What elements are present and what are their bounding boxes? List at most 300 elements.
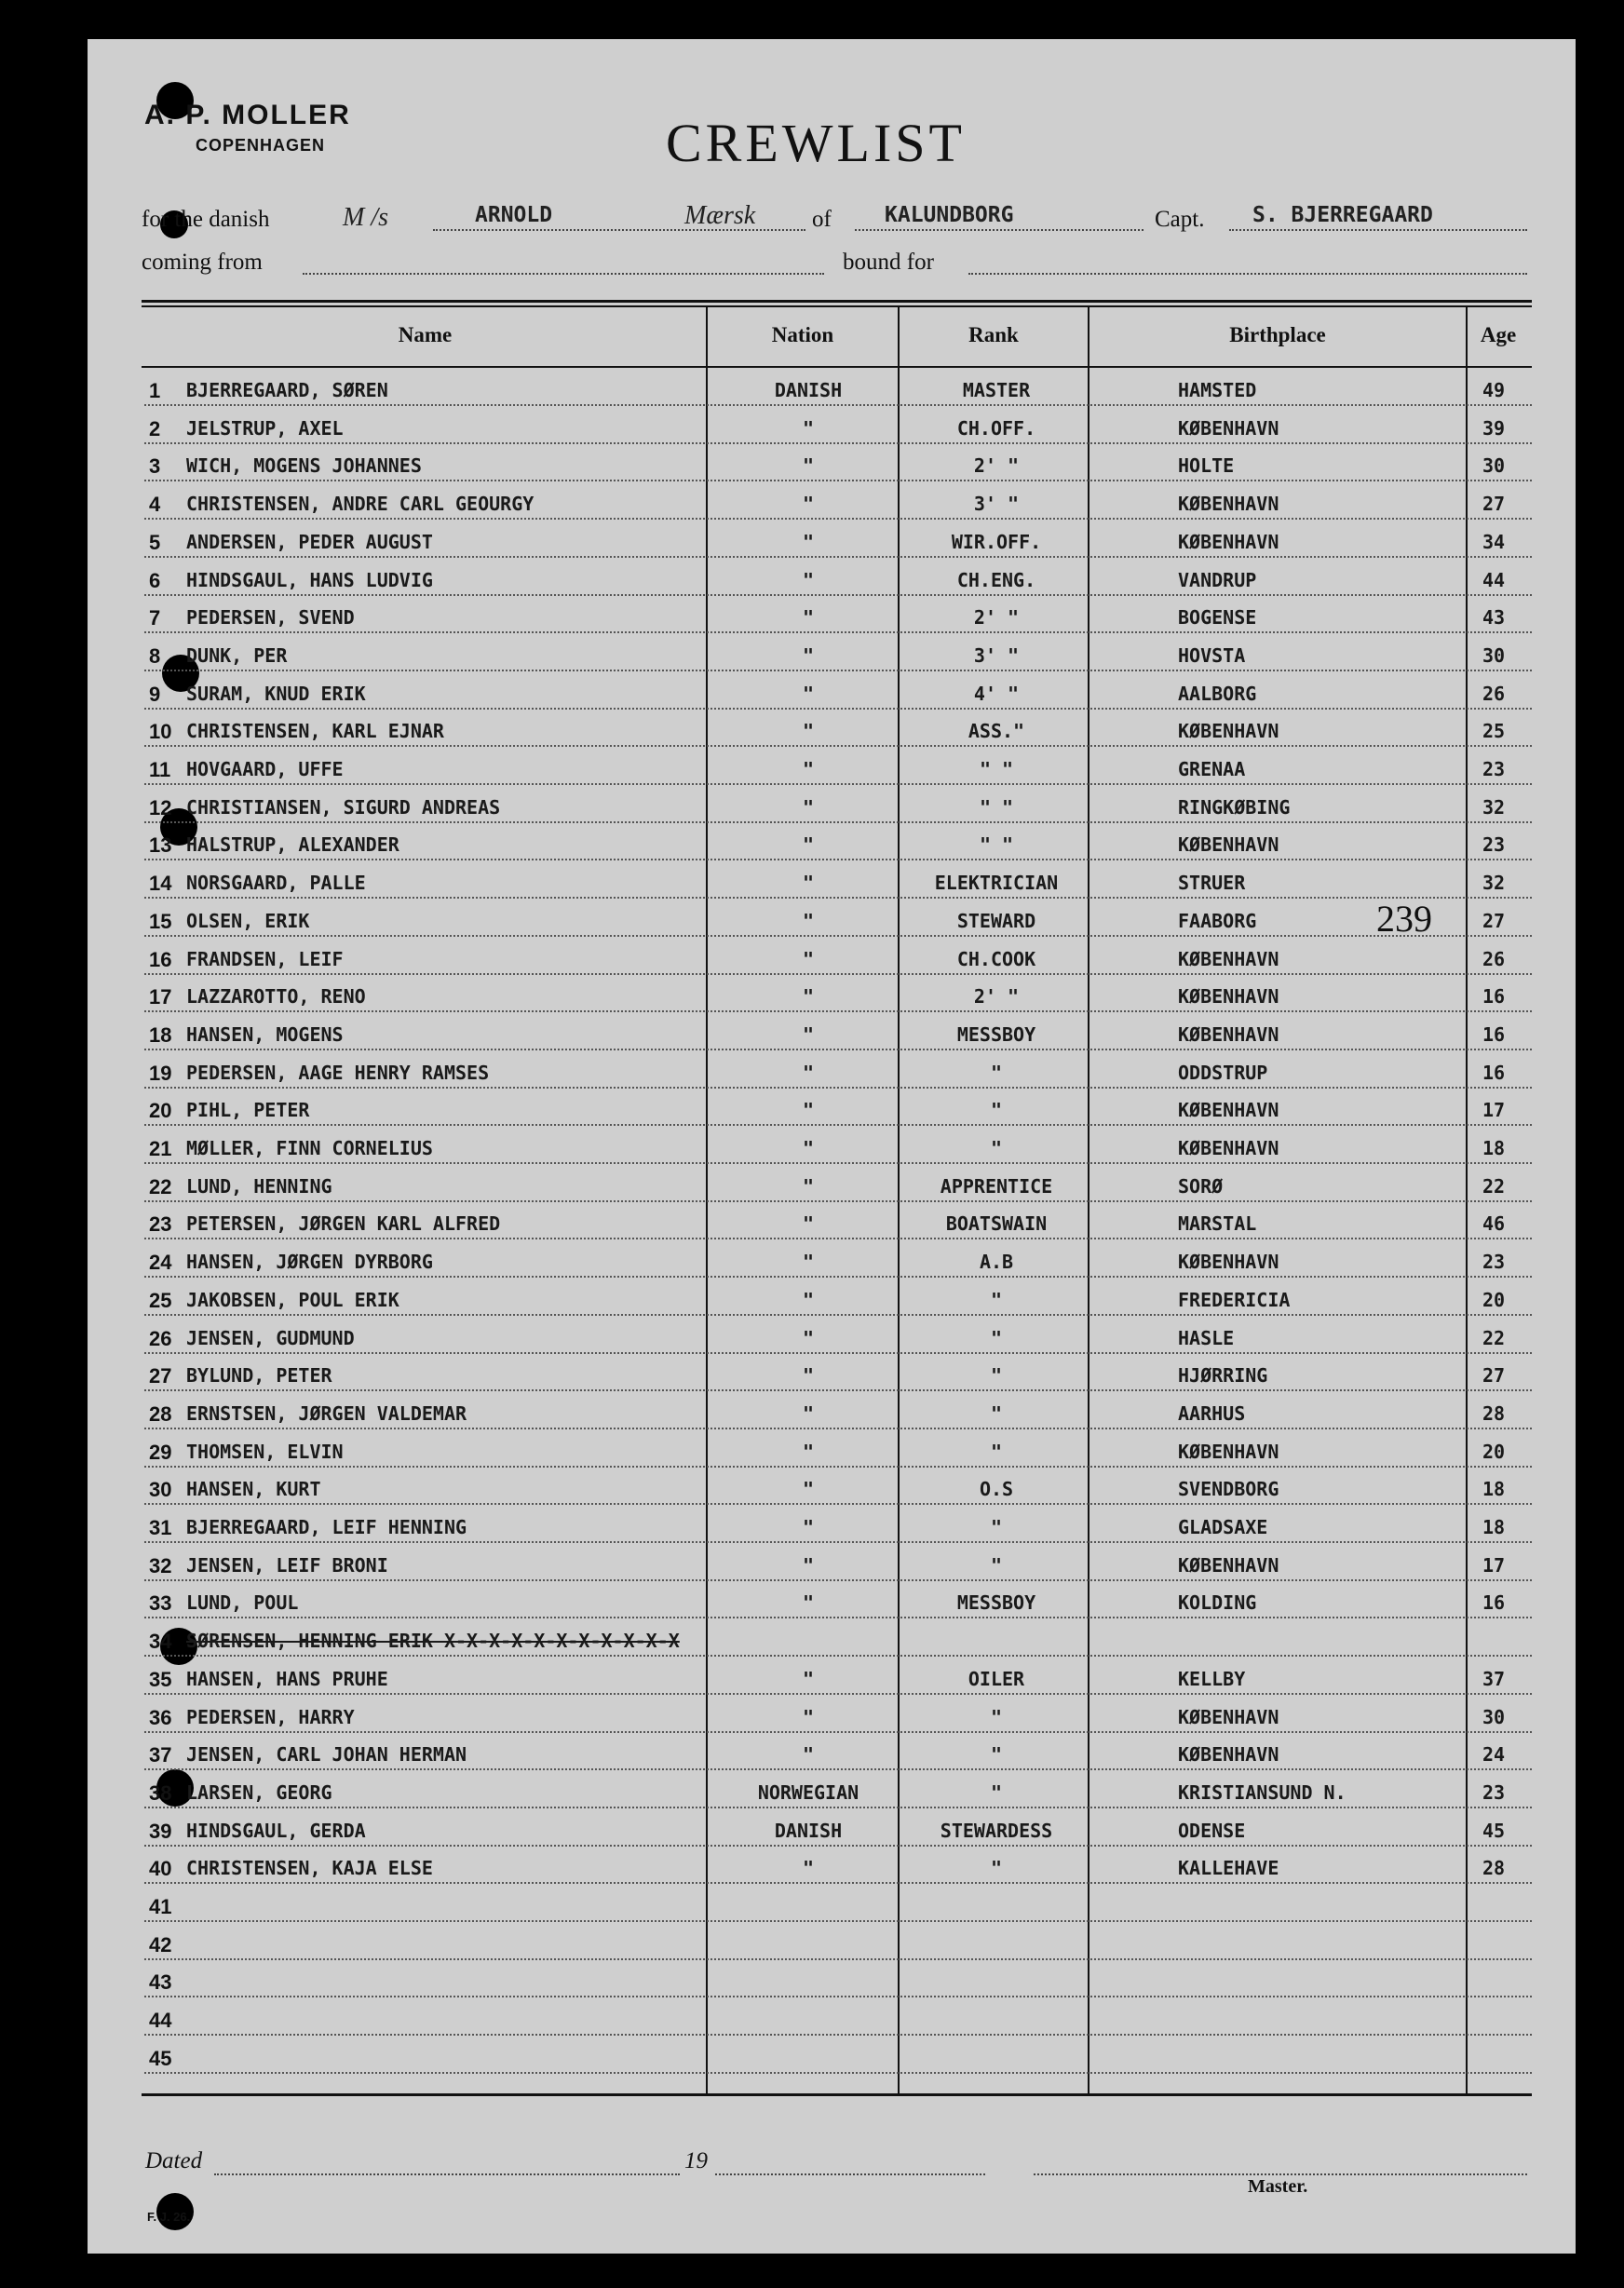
row-number: 15 — [149, 910, 172, 933]
year-line — [715, 2173, 985, 2175]
crew-rank: " — [990, 1441, 1003, 1463]
row-number: 18 — [149, 1023, 172, 1047]
row-number: 6 — [149, 569, 161, 592]
crew-birthplace: KØBENHAVN — [1178, 1023, 1279, 1046]
row-number: 21 — [149, 1137, 172, 1160]
crew-age: 25 — [1482, 720, 1506, 742]
crew-nation: " — [802, 985, 815, 1008]
crew-age: 37 — [1482, 1668, 1506, 1690]
crew-nation: DANISH — [774, 1820, 843, 1842]
crew-birthplace: SORØ — [1178, 1175, 1224, 1198]
row-number: 19 — [149, 1062, 172, 1085]
crew-nation: " — [802, 1668, 815, 1690]
row-number: 37 — [149, 1743, 172, 1767]
home-port-line — [855, 229, 1144, 231]
crew-nation: " — [802, 1516, 815, 1538]
crew-birthplace: KØBENHAVN — [1178, 720, 1279, 742]
row-rule — [144, 1049, 1532, 1050]
crew-rank: " — [990, 1402, 1003, 1425]
row-rule — [144, 783, 1532, 785]
crew-age: 22 — [1482, 1327, 1506, 1349]
crew-name: NORSGAARD, PALLE — [186, 872, 366, 894]
row-rule — [144, 1503, 1532, 1505]
col-header-age: Age — [1480, 323, 1517, 346]
crew-birthplace: HASLE — [1178, 1327, 1235, 1349]
row-number: 4 — [149, 493, 161, 516]
crew-age: 20 — [1482, 1441, 1506, 1463]
dated-line — [214, 2173, 680, 2175]
crew-nation: " — [802, 1137, 815, 1159]
crew-birthplace: HJØRRING — [1178, 1364, 1268, 1387]
crew-nation: " — [802, 720, 815, 742]
crew-rank: O.S — [979, 1478, 1014, 1500]
row-rule — [144, 1845, 1532, 1847]
row-rule — [144, 1238, 1532, 1239]
crew-birthplace: MARSTAL — [1178, 1212, 1257, 1235]
table-header-rule — [142, 366, 1532, 368]
crew-age: 26 — [1482, 683, 1506, 705]
row-rule — [144, 1655, 1532, 1657]
row-number: 41 — [149, 1895, 172, 1918]
row-rule — [144, 442, 1532, 444]
coming-from-label: coming from — [142, 250, 263, 275]
crew-rank: " — [990, 1554, 1003, 1577]
crew-rank: " — [990, 1327, 1003, 1349]
crew-name: BJERREGAARD, LEIF HENNING — [186, 1516, 467, 1538]
crew-age: 18 — [1482, 1478, 1506, 1500]
crew-nation: " — [802, 1251, 815, 1273]
crew-name: ERNSTSEN, JØRGEN VALDEMAR — [186, 1402, 467, 1425]
crew-name: OLSEN, ERIK — [186, 910, 310, 932]
row-number: 12 — [149, 796, 172, 819]
crew-name: CHRISTENSEN, KARL EJNAR — [186, 720, 444, 742]
crew-name: PETERSEN, JØRGEN KARL ALFRED — [186, 1212, 501, 1235]
crew-rank: " " — [979, 833, 1014, 856]
row-rule — [144, 935, 1532, 937]
row-rule — [144, 859, 1532, 860]
crew-birthplace: GLADSAXE — [1178, 1516, 1268, 1538]
col-header-name: Name — [398, 323, 453, 346]
stamp-number: 239 — [1376, 898, 1432, 940]
crew-name: LAZZAROTTO, RENO — [186, 985, 366, 1008]
crew-name: PEDERSEN, HARRY — [186, 1706, 355, 1728]
crew-nation: " — [802, 569, 815, 591]
row-rule — [144, 518, 1532, 520]
row-number: 9 — [149, 683, 161, 706]
crew-rank: 4' " — [973, 683, 1020, 705]
crew-rank: " — [990, 1781, 1003, 1804]
crew-birthplace: SVENDBORG — [1178, 1478, 1279, 1500]
crew-birthplace: KØBENHAVN — [1178, 1554, 1279, 1577]
row-number: 42 — [149, 1933, 172, 1956]
crew-birthplace: FAABORG — [1178, 910, 1257, 932]
table-top-rule-2 — [142, 305, 1532, 307]
company-name: A. P. MOLLER — [144, 100, 351, 130]
crew-birthplace: KØBENHAVN — [1178, 417, 1279, 440]
row-number: 45 — [149, 2047, 172, 2070]
crew-name: FRANDSEN, LEIF — [186, 948, 344, 970]
crew-age: 23 — [1482, 758, 1506, 780]
row-rule — [144, 1087, 1532, 1089]
crew-age: 23 — [1482, 1251, 1506, 1273]
crew-nation: " — [802, 872, 815, 894]
crew-name: LUND, POUL — [186, 1591, 299, 1614]
crew-rank: MESSBOY — [956, 1591, 1036, 1614]
dated-label: Dated — [145, 2148, 203, 2173]
crew-nation: " — [802, 1591, 815, 1614]
crew-rank: WIR.OFF. — [951, 531, 1042, 553]
crew-nation: " — [802, 1402, 815, 1425]
row-rule — [144, 708, 1532, 710]
crew-age: 27 — [1482, 493, 1506, 515]
crew-birthplace: KØBENHAVN — [1178, 493, 1279, 515]
crew-age: 30 — [1482, 644, 1506, 667]
form-code: F. J. 26. — [147, 2210, 191, 2224]
crew-birthplace: KELLBY — [1178, 1668, 1246, 1690]
crew-name: JAKOBSEN, POUL ERIK — [186, 1289, 399, 1311]
crew-name: ANDERSEN, PEDER AUGUST — [186, 531, 433, 553]
crew-age: 46 — [1482, 1212, 1506, 1235]
crew-birthplace: KOLDING — [1178, 1591, 1257, 1614]
crew-birthplace: ODDSTRUP — [1178, 1062, 1268, 1084]
crew-name: HANSEN, MOGENS — [186, 1023, 344, 1046]
row-number: 7 — [149, 606, 161, 630]
row-rule — [144, 594, 1532, 596]
row-number: 29 — [149, 1441, 172, 1464]
row-rule — [144, 897, 1532, 899]
crew-nation: " — [802, 948, 815, 970]
captain-name: S. BJERREGAARD — [1252, 203, 1433, 227]
row-rule — [144, 1352, 1532, 1354]
vessel-name-second: Mærsk — [684, 201, 756, 230]
crew-age: 27 — [1482, 1364, 1506, 1387]
row-rule — [144, 1807, 1532, 1808]
crew-name: HANSEN, JØRGEN DYRBORG — [186, 1251, 433, 1273]
crew-birthplace: STRUER — [1178, 872, 1246, 894]
crew-nation: " — [802, 1212, 815, 1235]
row-rule — [144, 1958, 1532, 1960]
crew-nation: " — [802, 1441, 815, 1463]
crew-rank: BOATSWAIN — [945, 1212, 1048, 1235]
crew-age: 30 — [1482, 1706, 1506, 1728]
row-rule — [144, 480, 1532, 481]
row-number: 13 — [149, 833, 172, 857]
crew-birthplace: FREDERICIA — [1178, 1289, 1291, 1311]
row-rule — [144, 2072, 1532, 2074]
crew-age: 16 — [1482, 1062, 1506, 1084]
crew-nation: " — [802, 833, 815, 856]
crew-birthplace: GRENAA — [1178, 758, 1246, 780]
crew-age: 28 — [1482, 1857, 1506, 1879]
crew-nation: " — [802, 1554, 815, 1577]
row-rule — [144, 1920, 1532, 1922]
crew-age: 20 — [1482, 1289, 1506, 1311]
row-number: 36 — [149, 1706, 172, 1729]
row-number: 2 — [149, 417, 161, 440]
crew-name: HOVGAARD, UFFE — [186, 758, 344, 780]
crew-birthplace: RINGKØBING — [1178, 796, 1291, 819]
crew-rank: ASS." — [968, 720, 1025, 742]
crew-age: 32 — [1482, 872, 1506, 894]
crew-rank: " — [990, 1516, 1003, 1538]
crew-rank: 2' " — [973, 454, 1020, 477]
crew-birthplace: ODENSE — [1178, 1820, 1246, 1842]
row-rule — [144, 1162, 1532, 1164]
crew-nation: " — [802, 531, 815, 553]
crew-rank: A.B — [979, 1251, 1014, 1273]
for-label: for the danish — [142, 207, 270, 232]
crew-nation: " — [802, 1175, 815, 1198]
crew-rank: 2' " — [973, 606, 1020, 629]
crew-birthplace: VANDRUP — [1178, 569, 1257, 591]
row-rule — [144, 1731, 1532, 1733]
row-number: 3 — [149, 454, 161, 478]
crew-nation: " — [802, 1023, 815, 1046]
crew-birthplace: KØBENHAVN — [1178, 948, 1279, 970]
crew-name: HALSTRUP, ALEXANDER — [186, 833, 399, 856]
company-city: COPENHAGEN — [196, 136, 326, 155]
crew-age: 26 — [1482, 948, 1506, 970]
crew-name: JELSTRUP, AXEL — [186, 417, 344, 440]
crew-rank: " — [990, 1099, 1003, 1121]
crew-age: 24 — [1482, 1743, 1506, 1766]
row-number: 22 — [149, 1175, 172, 1198]
row-rule — [144, 1389, 1532, 1391]
bound-for-label: bound for — [843, 250, 934, 275]
crew-name: CHRISTENSEN, ANDRE CARL GEOURGY — [186, 493, 535, 515]
row-number: 11 — [149, 758, 171, 781]
capt-label: Capt. — [1155, 207, 1205, 232]
crew-nation: " — [802, 606, 815, 629]
crew-nation: " — [802, 1099, 815, 1121]
row-rule — [144, 2034, 1532, 2036]
row-rule — [144, 1010, 1532, 1012]
crew-age: 49 — [1482, 379, 1506, 401]
of-label: of — [812, 207, 832, 232]
crew-nation: " — [802, 910, 815, 932]
page-title: CREWLIST — [666, 113, 966, 173]
crew-nation: " — [802, 1857, 815, 1879]
row-number: 16 — [149, 948, 172, 971]
vessel-type: M /s — [343, 203, 388, 232]
crew-rank: " — [990, 1706, 1003, 1728]
crew-age: 28 — [1482, 1402, 1506, 1425]
crew-age: 16 — [1482, 1023, 1506, 1046]
crew-rank: CH.ENG. — [956, 569, 1036, 591]
crew-nation: " — [802, 758, 815, 780]
crew-nation: " — [802, 1364, 815, 1387]
row-number: 44 — [149, 2009, 172, 2032]
crew-name: HANSEN, KURT — [186, 1478, 321, 1500]
bound-for-line — [968, 273, 1527, 275]
crew-age: 18 — [1482, 1137, 1506, 1159]
crew-rank: CH.COOK — [956, 948, 1036, 970]
row-rule — [144, 556, 1532, 558]
crew-birthplace: KØBENHAVN — [1178, 1137, 1279, 1159]
row-number: 43 — [149, 1970, 172, 1994]
row-number: 38 — [149, 1781, 172, 1805]
row-rule — [144, 670, 1532, 671]
crew-age: 16 — [1482, 1591, 1506, 1614]
row-rule — [144, 1882, 1532, 1884]
crew-age: 22 — [1482, 1175, 1506, 1198]
crew-name: PEDERSEN, SVEND — [186, 606, 355, 629]
col-header-nation: Nation — [771, 323, 834, 346]
crew-name: JENSEN, GUDMUND — [186, 1327, 355, 1349]
crew-age: 27 — [1482, 910, 1506, 932]
crew-nation: NORWEGIAN — [757, 1781, 859, 1804]
crew-rank: MESSBOY — [956, 1023, 1036, 1046]
captain-line — [1229, 229, 1527, 231]
crew-rank: MASTER — [962, 379, 1031, 401]
row-number: 35 — [149, 1668, 172, 1691]
crew-nation: " — [802, 644, 815, 667]
crew-rank: " " — [979, 758, 1014, 780]
row-rule — [144, 404, 1532, 406]
row-number: 28 — [149, 1402, 172, 1426]
crew-rank: " — [990, 1857, 1003, 1879]
crew-birthplace: KØBENHAVN — [1178, 1441, 1279, 1463]
row-rule — [144, 1541, 1532, 1543]
row-rule — [144, 973, 1532, 975]
crew-name: CHRISTIANSEN, SIGURD ANDREAS — [186, 796, 501, 819]
crew-rank: " — [990, 1137, 1003, 1159]
crew-name: HINDSGAUL, HANS LUDVIG — [186, 569, 433, 591]
crew-age: 23 — [1482, 1781, 1506, 1804]
crew-birthplace: KRISTIANSUND N. — [1178, 1781, 1347, 1804]
crew-name: SURAM, KNUD ERIK — [186, 683, 366, 705]
crew-rank: ELEKTRICIAN — [934, 872, 1059, 894]
row-number: 33 — [149, 1591, 172, 1615]
row-number: 10 — [149, 720, 172, 743]
row-number: 40 — [149, 1857, 172, 1880]
row-rule — [144, 1124, 1532, 1126]
crew-name: CHRISTENSEN, KAJA ELSE — [186, 1857, 433, 1879]
crew-name: HINDSGAUL, GERDA — [186, 1820, 366, 1842]
crew-birthplace: KØBENHAVN — [1178, 985, 1279, 1008]
crew-age: 23 — [1482, 833, 1506, 856]
row-number: 1 — [149, 379, 161, 402]
home-port: KALUNDBORG — [885, 203, 1014, 227]
crew-nation: " — [802, 796, 815, 819]
crew-nation: " — [802, 1289, 815, 1311]
row-rule — [144, 1768, 1532, 1770]
crew-age: 39 — [1482, 417, 1506, 440]
crew-nation: " — [802, 1478, 815, 1500]
row-rule — [144, 1428, 1532, 1429]
row-rule — [144, 821, 1532, 823]
row-rule — [144, 1617, 1532, 1618]
crew-nation: " — [802, 493, 815, 515]
crew-birthplace: AARHUS — [1178, 1402, 1246, 1425]
crew-birthplace: KØBENHAVN — [1178, 1251, 1279, 1273]
row-rule — [144, 1579, 1532, 1581]
crew-rank: 2' " — [973, 985, 1020, 1008]
row-rule — [144, 745, 1532, 747]
crew-nation: " — [802, 1062, 815, 1084]
crew-rank: 3' " — [973, 644, 1020, 667]
crew-rank: " — [990, 1289, 1003, 1311]
crew-name: WICH, MOGENS JOHANNES — [186, 454, 422, 477]
crew-name: LARSEN, GEORG — [186, 1781, 332, 1804]
crew-age: 17 — [1482, 1099, 1506, 1121]
year-prefix: 19 — [684, 2148, 708, 2173]
crew-name: JENSEN, CARL JOHAN HERMAN — [186, 1743, 467, 1766]
crew-name: DUNK, PER — [186, 644, 288, 667]
crew-birthplace: KØBENHAVN — [1178, 1743, 1279, 1766]
crew-birthplace: BOGENSE — [1178, 606, 1257, 629]
coming-from-line — [303, 273, 824, 275]
crew-age: 45 — [1482, 1820, 1506, 1842]
row-number: 27 — [149, 1364, 172, 1388]
crew-rank: CH.OFF. — [956, 417, 1036, 440]
row-rule — [144, 1466, 1532, 1468]
crew-name: SØRENSEN, HENNING ERIK X-X-X-X-X-X-X-X-X-X-X — [186, 1630, 680, 1652]
crew-nation: " — [802, 1327, 815, 1349]
row-rule — [144, 1996, 1532, 1997]
row-number: 25 — [149, 1289, 172, 1312]
crew-birthplace: KØBENHAVN — [1178, 531, 1279, 553]
crew-age: 17 — [1482, 1554, 1506, 1577]
col-header-rank: Rank — [968, 323, 1019, 346]
crew-birthplace: KALLEHAVE — [1178, 1857, 1279, 1879]
crew-rank: " " — [979, 796, 1014, 819]
crew-age: 18 — [1482, 1516, 1506, 1538]
row-number: 31 — [149, 1516, 172, 1539]
col-header-birthplace: Birthplace — [1229, 323, 1326, 346]
crew-name: PIHL, PETER — [186, 1099, 310, 1121]
crew-nation: " — [802, 1706, 815, 1728]
table-top-rule — [142, 300, 1532, 303]
crew-rank: 3' " — [973, 493, 1020, 515]
crew-name: LUND, HENNING — [186, 1175, 332, 1198]
crew-name: JENSEN, LEIF BRONI — [186, 1554, 388, 1577]
row-number: 24 — [149, 1251, 172, 1274]
row-number: 20 — [149, 1099, 172, 1122]
crew-age: 30 — [1482, 454, 1506, 477]
crew-age: 16 — [1482, 985, 1506, 1008]
crew-rank: " — [990, 1062, 1003, 1084]
signature-line — [1034, 2173, 1527, 2175]
crew-name: MØLLER, FINN CORNELIUS — [186, 1137, 433, 1159]
crew-birthplace: HOVSTA — [1178, 644, 1246, 667]
row-number: 34 — [149, 1630, 172, 1653]
crew-birthplace: HAMSTED — [1178, 379, 1257, 401]
crew-rank: " — [990, 1364, 1003, 1387]
row-rule — [144, 631, 1532, 633]
crew-name: HANSEN, HANS PRUHE — [186, 1668, 388, 1690]
row-number: 30 — [149, 1478, 172, 1501]
master-label: Master. — [1248, 2176, 1308, 2197]
crew-rank: APPRENTICE — [940, 1175, 1053, 1198]
crew-rank: STEWARDESS — [940, 1820, 1053, 1842]
crew-birthplace: HOLTE — [1178, 454, 1235, 477]
row-number: 14 — [149, 872, 172, 895]
crew-nation: DANISH — [774, 379, 843, 401]
crew-nation: " — [802, 454, 815, 477]
crew-rank: " — [990, 1743, 1003, 1766]
crew-age: 32 — [1482, 796, 1506, 819]
row-number: 17 — [149, 985, 172, 1009]
row-number: 39 — [149, 1820, 172, 1843]
row-rule — [144, 1200, 1532, 1202]
crew-age: 44 — [1482, 569, 1506, 591]
crew-name: THOMSEN, ELVIN — [186, 1441, 344, 1463]
table-bottom-rule — [142, 2093, 1532, 2096]
row-number: 5 — [149, 531, 161, 554]
crew-name: PEDERSEN, AAGE HENRY RAMSES — [186, 1062, 490, 1084]
crew-nation: " — [802, 683, 815, 705]
